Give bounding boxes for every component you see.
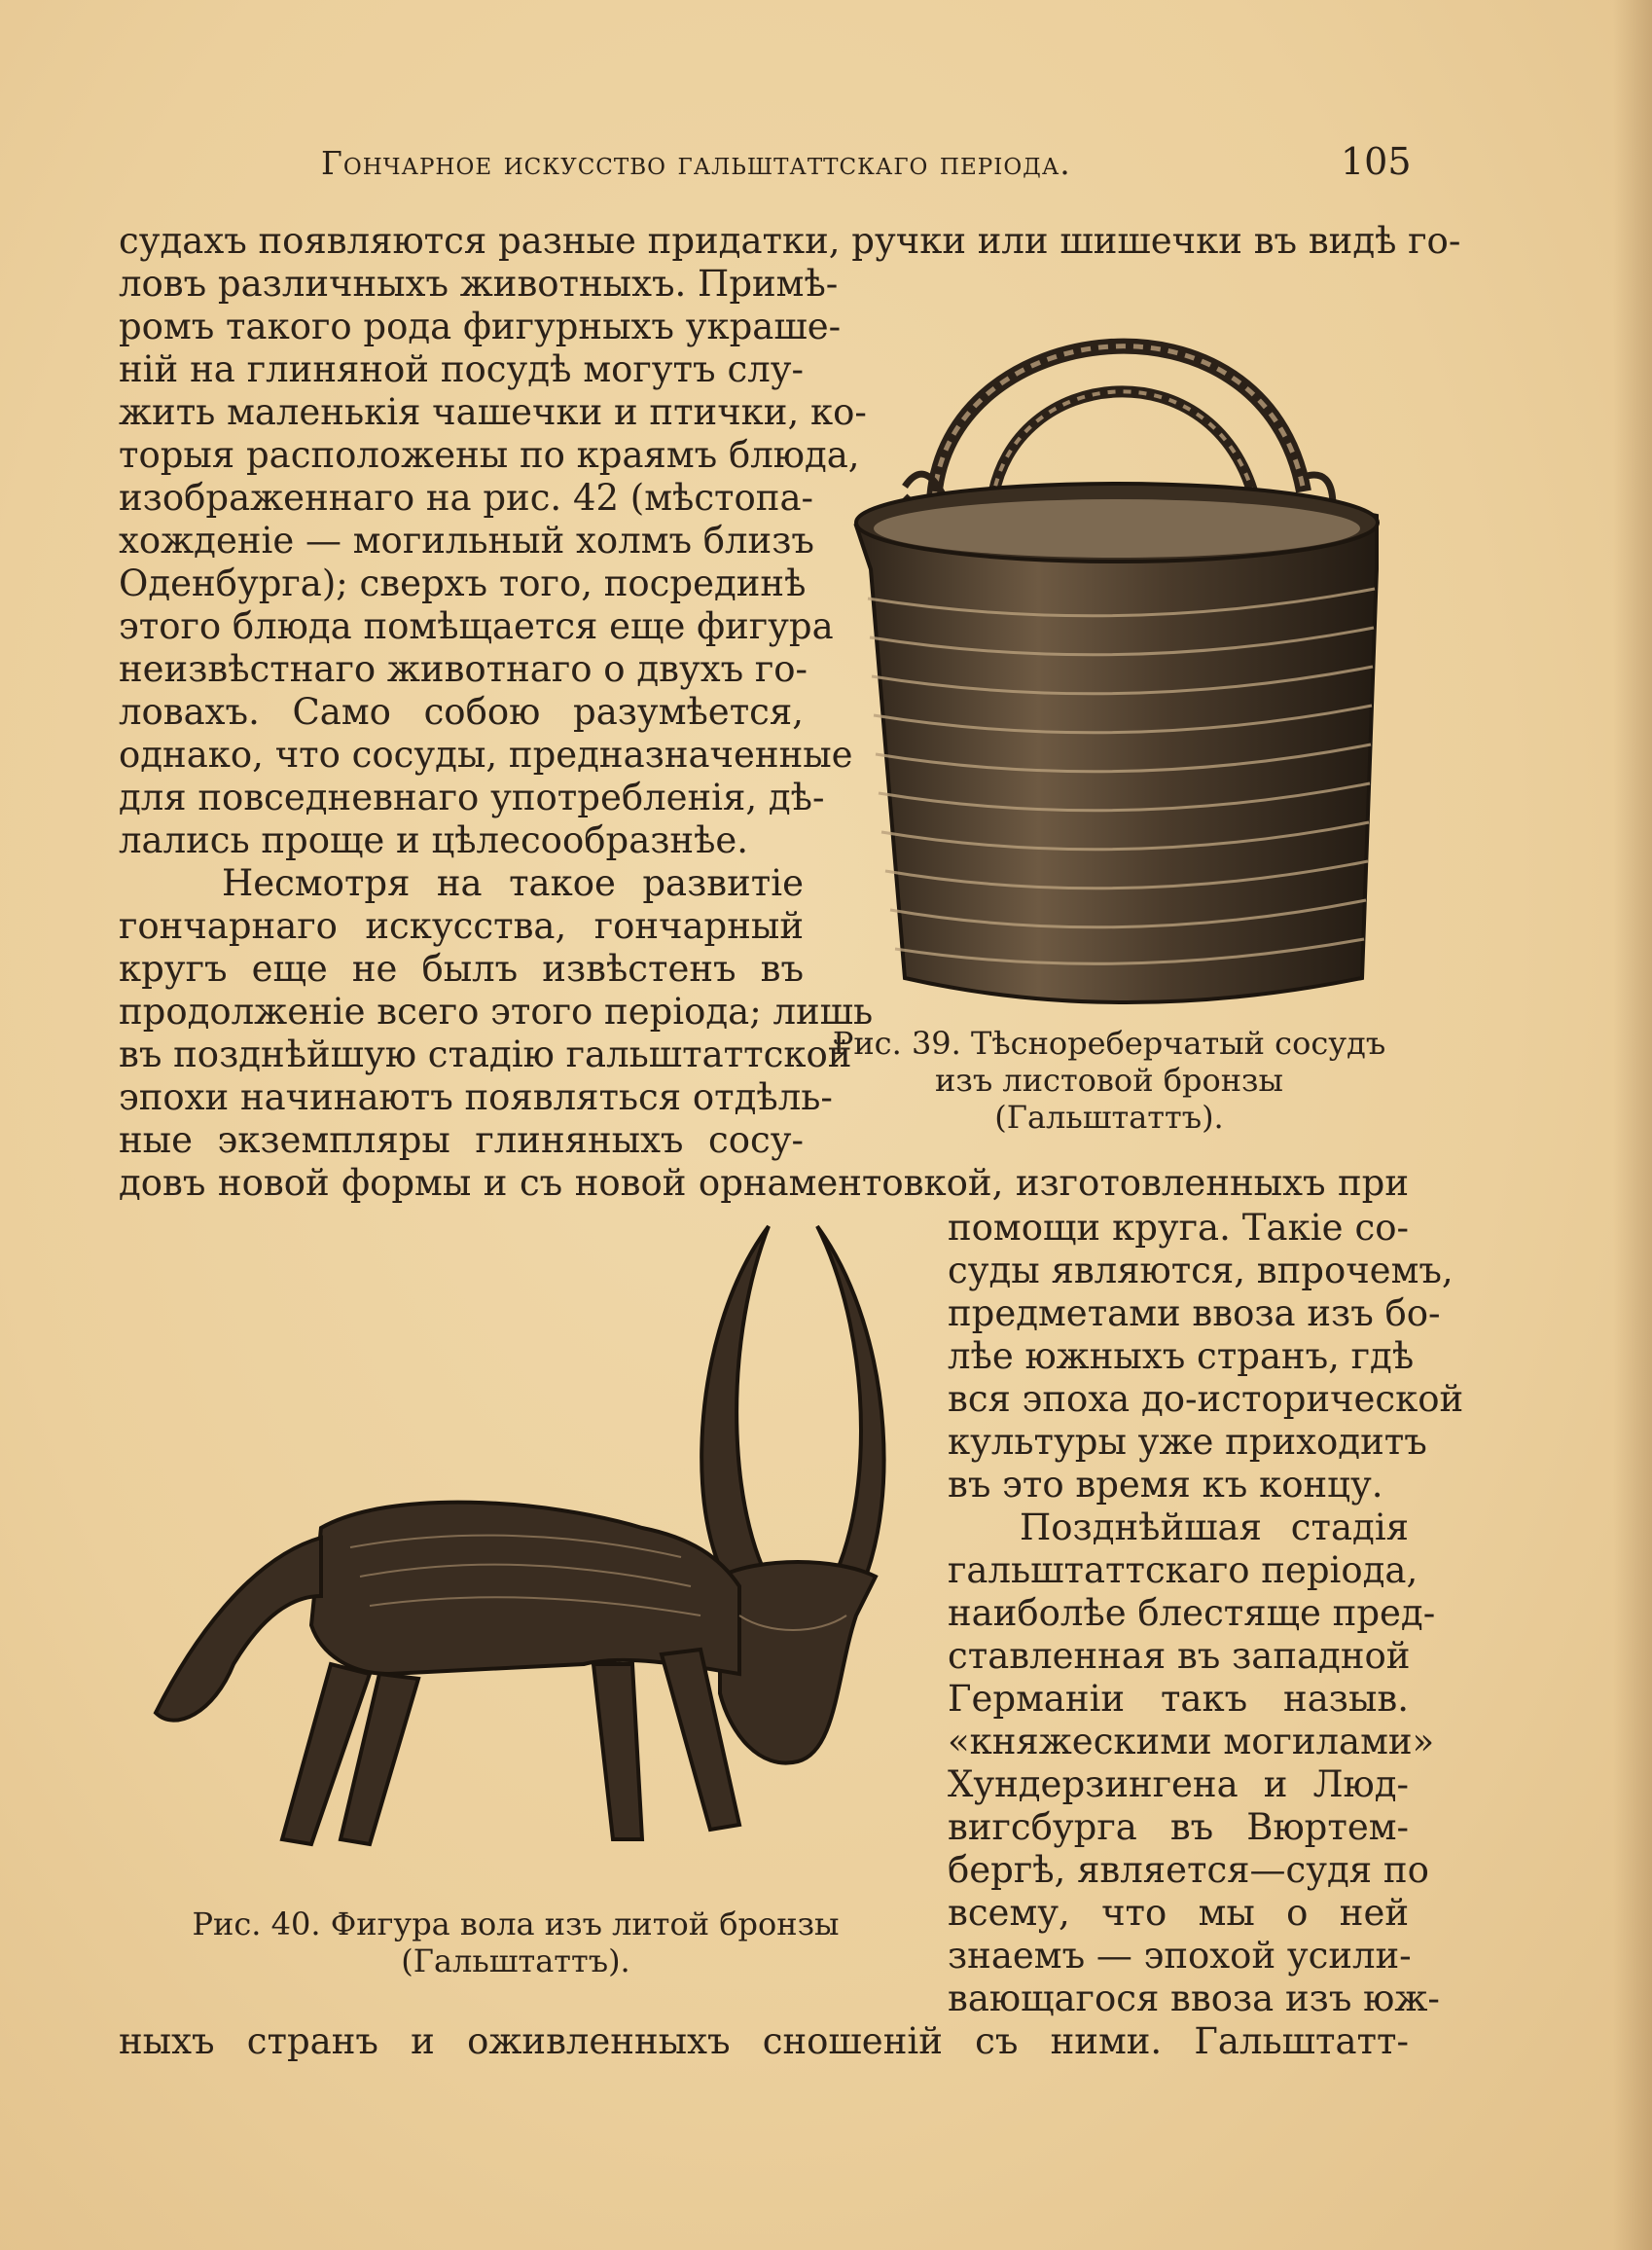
- text-line: эпохи начинаютъ появляться отдѣль-: [119, 1076, 833, 1118]
- text-line: ловахъ. Само собою разумѣется,: [119, 691, 804, 733]
- text-line: вигсбурга въ Вюртем-: [948, 1806, 1409, 1848]
- text-line: всему, что мы о ней: [948, 1892, 1409, 1934]
- text-line: жить маленькія чашечки и птички, ко-: [119, 391, 867, 433]
- text-line: торыя расположены по краямъ блюда,: [119, 434, 860, 476]
- figure-39-caption-line2: изъ листовой бронзы: [935, 1062, 1283, 1099]
- text-line: Оденбурга); сверхъ того, посрединѣ: [119, 562, 807, 604]
- text-line: довъ новой формы и съ новой орнаментовкой, изготовленныхъ при: [119, 1162, 1409, 1204]
- text-line: ныхъ странъ и оживленныхъ сношеній съ ними. Гальштатт-: [119, 2020, 1409, 2062]
- figure-39-caption-line1: Рис. 39. Тѣснореберчатый сосудъ: [832, 1025, 1386, 1062]
- text-line: въ это время къ концу.: [948, 1464, 1383, 1506]
- text-line: «княжескими могилами»: [948, 1721, 1435, 1762]
- text-line: ромъ такого рода фигурныхъ украше-: [119, 306, 842, 347]
- text-line: наиболѣе блестяще пред-: [948, 1592, 1436, 1634]
- text-line: предметами ввоза изъ бо-: [948, 1292, 1441, 1334]
- text-line: ловъ различныхъ животныхъ. Примѣ-: [119, 263, 839, 305]
- text-line: ные экземпляры глиняныхъ сосу-: [119, 1119, 804, 1161]
- text-line: вающагося ввоза изъ юж-: [948, 1978, 1440, 2019]
- text-line: лались проще и цѣлесообразнѣе.: [119, 819, 749, 861]
- text-line: изображеннаго на рис. 42 (мѣстопа-: [119, 477, 814, 519]
- text-line: хожденіе — могильный холмъ близъ: [119, 520, 814, 562]
- text-line: неизвѣстнаго животнаго о двухъ го-: [119, 648, 808, 690]
- text-line: Несмотря на такое развитіе: [222, 862, 804, 904]
- page-number: 105: [1341, 140, 1412, 183]
- text-line: кругъ еще не былъ извѣстенъ въ: [119, 948, 804, 990]
- figure-40-caption-line1: Рис. 40. Фигура вола изъ литой бронзы: [192, 1905, 840, 1942]
- text-line: Хундерзингена и Люд-: [948, 1763, 1409, 1805]
- text-line: Позднѣйшая стадія: [1020, 1506, 1409, 1548]
- text-line: гончарнаго искусства, гончарный: [119, 905, 804, 947]
- text-line: этого блюда помѣщается еще фигура: [119, 605, 834, 647]
- figure-39-bronze-vessel: [846, 277, 1391, 1017]
- figure-40-bronze-ox: [136, 1207, 895, 1869]
- text-line: вся эпоха до-исторической: [948, 1378, 1464, 1420]
- text-line: ній на глиняной посудѣ могутъ слу-: [119, 348, 804, 390]
- text-line: ставленная въ западной: [948, 1635, 1411, 1677]
- text-line: въ позднѣйшую стадію гальштаттской: [119, 1034, 852, 1075]
- text-line: помощи круга. Такіе со-: [948, 1207, 1409, 1249]
- running-title: Гончарное искусство гальштаттскаго періода.: [321, 144, 1071, 182]
- text-line: суды являются, впрочемъ,: [948, 1250, 1454, 1291]
- text-line: бергѣ, является—судя по: [948, 1849, 1429, 1891]
- text-line: судахъ появляются разные придатки, ручки или шишечки въ видѣ го-: [119, 220, 1461, 262]
- text-line: гальштаттскаго періода,: [948, 1549, 1419, 1591]
- text-line: для повседневнаго употребленія, дѣ-: [119, 777, 825, 818]
- text-line: однако, что сосуды, предназначенные: [119, 734, 853, 776]
- figure-40-caption-line2: (Гальштаттъ).: [401, 1942, 630, 1979]
- figure-39-caption-line3: (Гальштаттъ).: [994, 1099, 1224, 1136]
- page-edge-shadow: [1613, 0, 1652, 2250]
- text-line: культуры уже приходитъ: [948, 1421, 1427, 1463]
- text-line: лѣе южныхъ странъ, гдѣ: [948, 1335, 1415, 1377]
- text-line: знаемъ — эпохой усили-: [948, 1935, 1412, 1977]
- text-line: продолженіе всего этого періода; лишь: [119, 991, 874, 1033]
- text-line: Германіи такъ назыв.: [948, 1678, 1409, 1720]
